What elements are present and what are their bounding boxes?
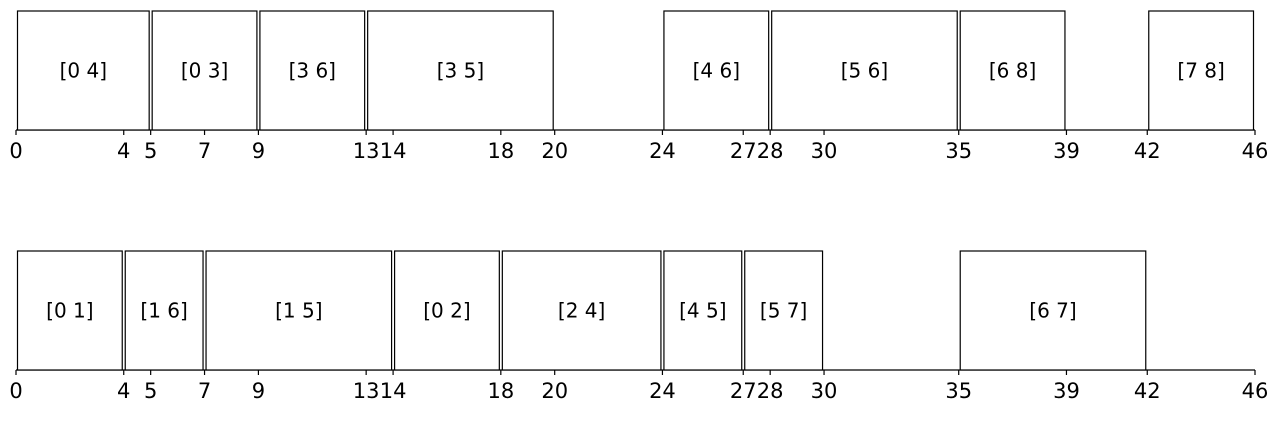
lower-timeline-tick-label-3: 7 — [197, 379, 212, 403]
upper-timeline-interval-label-1: [0 3] — [180, 58, 229, 83]
lower-timeline-tick-label-7: 18 — [487, 379, 515, 403]
upper-timeline-tick-label-9: 24 — [649, 139, 676, 163]
lower-timeline-interval-label-3: [0 2] — [423, 298, 471, 323]
lower-timeline-tick-label-15: 42 — [1133, 379, 1161, 403]
lower-timeline-panel — [9, 251, 1268, 403]
upper-timeline-interval-label-0: [0 4] — [59, 58, 108, 83]
upper-timeline-interval-label-2: [3 6] — [288, 58, 336, 83]
upper-timeline-tick-label-15: 42 — [1133, 139, 1161, 163]
lower-timeline-interval-label-0: [0 1] — [46, 298, 94, 323]
upper-timeline-interval-label-6: [6 8] — [988, 58, 1037, 83]
upper-timeline-tick-label-5: 13 — [352, 139, 380, 163]
lower-timeline-tick-label-12: 30 — [810, 379, 838, 403]
upper-timeline-tick-label-0: 0 — [9, 139, 23, 163]
upper-timeline-interval-label-5: [5 6] — [840, 58, 889, 83]
upper-timeline-tick-label-1: 4 — [117, 139, 131, 163]
upper-timeline-tick-label-10: 27 — [729, 139, 757, 163]
upper-timeline-tick-label-8: 20 — [541, 139, 569, 163]
lower-timeline-interval-label-5: [4 5] — [679, 298, 727, 323]
lower-timeline-tick-label-1: 4 — [117, 379, 131, 403]
lower-timeline-interval-label-4: [2 4] — [557, 298, 606, 323]
lower-timeline-tick-label-11: 28 — [756, 379, 784, 403]
lower-timeline-tick-label-5: 13 — [352, 379, 380, 403]
upper-timeline-tick-label-6: 14 — [379, 139, 407, 163]
upper-timeline-tick-label-12: 30 — [810, 139, 838, 163]
lower-timeline-tick-label-14: 39 — [1053, 379, 1080, 403]
upper-timeline-panel — [9, 11, 1268, 163]
lower-timeline-tick-label-2: 5 — [143, 379, 158, 403]
upper-timeline-interval-label-4: [4 6] — [692, 58, 741, 83]
lower-timeline-tick-label-9: 24 — [649, 379, 676, 403]
upper-timeline-tick-label-14: 39 — [1053, 139, 1080, 163]
lower-timeline-interval-label-1: [1 6] — [140, 298, 188, 323]
upper-timeline-interval-label-3: [3 5] — [436, 58, 485, 83]
lower-timeline-interval-label-7: [6 7] — [1029, 298, 1077, 323]
lower-timeline-tick-label-10: 27 — [729, 379, 757, 403]
lower-timeline-tick-label-0: 0 — [9, 379, 23, 403]
upper-timeline-tick-label-3: 7 — [197, 139, 212, 163]
lower-timeline-interval-label-2: [1 5] — [275, 298, 323, 323]
upper-timeline-tick-label-7: 18 — [487, 139, 515, 163]
upper-timeline-tick-label-13: 35 — [945, 139, 973, 163]
upper-timeline-tick-label-4: 9 — [251, 139, 266, 163]
lower-timeline-tick-label-16: 46 — [1241, 379, 1269, 403]
lower-timeline-interval-label-6: [5 7] — [759, 298, 808, 323]
upper-timeline-tick-label-2: 5 — [143, 139, 158, 163]
upper-timeline-tick-label-16: 46 — [1241, 139, 1269, 163]
lower-timeline-tick-label-6: 14 — [379, 379, 407, 403]
lower-timeline-tick-label-4: 9 — [251, 379, 266, 403]
lower-timeline-tick-label-13: 35 — [945, 379, 973, 403]
lower-timeline-tick-label-8: 20 — [541, 379, 569, 403]
upper-timeline-interval-label-7: [7 8] — [1177, 58, 1225, 83]
upper-timeline-tick-label-11: 28 — [756, 139, 784, 163]
